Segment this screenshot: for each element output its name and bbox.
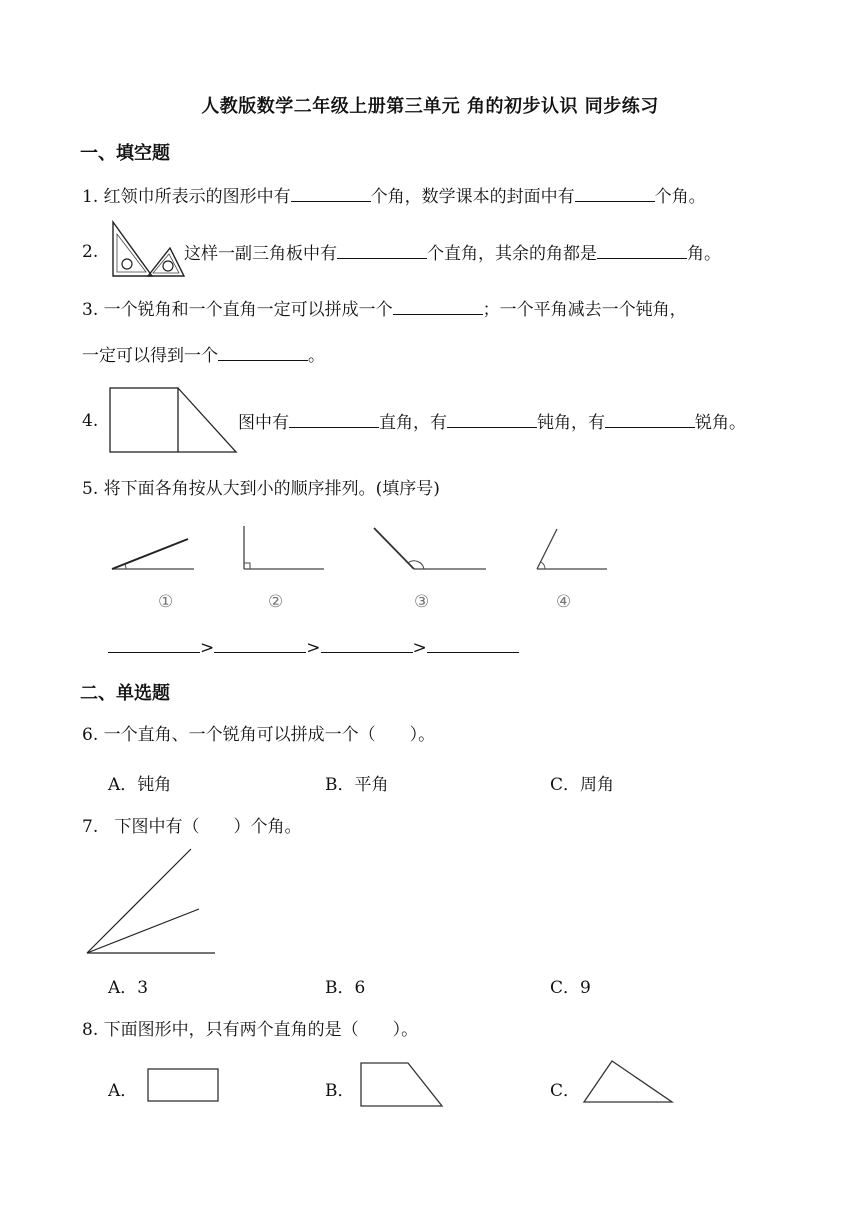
question-2-number: 2. [82,242,99,262]
question-text: 一个直角、一个锐角可以拼成一个（ ）。 [103,725,436,745]
option-a[interactable]: A． [108,1081,138,1101]
section-heading-fill: 一、填空题 [80,143,170,164]
angle-figure-1 [110,535,200,575]
question-text: 个角。 [654,187,706,207]
question-text: 下面图形中，只有两个直角的是（ ）。 [103,1020,419,1040]
question-text: 直角，有 [379,413,447,433]
question-text: 图中有 [238,413,289,433]
question-text: 钝角，有 [537,413,605,433]
question-text: 将下面各角按从大到小的顺序排列。(填序号) [103,479,440,499]
trapezoid-shape [358,1060,448,1110]
question-number: 6. [82,725,99,745]
rays-figure [85,847,220,957]
angle-label-1: ① [158,592,174,612]
answer-blank[interactable] [447,409,537,428]
answer-blank[interactable] [393,296,483,315]
question-8 [82,1018,418,1042]
question-4-number: 4. [82,411,99,431]
answer-blank[interactable] [214,634,306,653]
triangle-shape [582,1058,677,1106]
option-b[interactable]: B． [325,1081,355,1101]
angle-label-2: ② [268,592,284,612]
question-text: ；一个平角减去一个钝角， [482,300,687,320]
question-5 [82,477,440,501]
triangle-rulers-image [110,220,190,280]
order-answer-row [108,634,519,660]
question-4 [238,409,746,435]
question-text: 个直角，其余的角都是 [427,244,597,264]
option-c[interactable]: C．9 [550,978,591,998]
greater-than-sign: > [412,638,427,658]
section-heading-choice: 二、单选题 [80,683,170,704]
angle-label-4: ④ [556,592,572,612]
answer-blank[interactable] [218,342,308,361]
option-c[interactable]: C．周角 [550,775,615,795]
answer-blank[interactable] [427,634,519,653]
question-text: 锐角。 [695,413,746,433]
greater-than-sign: > [306,638,321,658]
angle-figure-4 [535,526,615,576]
question-7 [82,815,301,839]
option-b[interactable]: B．6 [325,978,366,998]
question-number: 1. [82,187,99,207]
page-title: 人教版数学二年级上册第三单元 角的初步认识 同步练习 [201,96,659,117]
question-number: 8. [82,1020,99,1040]
angle-figure-3 [370,526,490,576]
question-text: 。 [308,346,325,366]
answer-blank[interactable] [337,240,427,259]
square-triangle-figure [108,386,238,456]
question-text: 一定可以得到一个 [82,346,218,366]
question-1 [82,183,706,209]
question-6 [82,723,435,747]
option-a[interactable]: A．3 [108,978,149,998]
rectangle-shape [146,1067,221,1103]
question-number: 7. [82,817,99,837]
greater-than-sign: > [200,638,215,658]
question-3-line-1 [82,296,687,322]
answer-blank[interactable] [575,183,655,202]
answer-blank[interactable] [605,409,695,428]
question-number: 5. [82,479,99,499]
angle-figure-2 [240,524,330,574]
question-text: 个角，数学课本的封面中有 [370,187,575,207]
option-c[interactable]: C． [550,1081,581,1101]
question-text: 下图中有（ ）个角。 [114,817,302,837]
question-number: 3. [82,300,99,320]
answer-blank[interactable] [597,240,687,259]
answer-blank[interactable] [108,634,200,653]
option-b[interactable]: B．平角 [325,775,389,795]
angle-label-3: ③ [414,592,430,612]
answer-blank[interactable] [321,634,413,653]
answer-blank[interactable] [289,409,379,428]
question-text: 角。 [687,244,721,264]
answer-blank[interactable] [291,183,371,202]
question-3-line-2 [82,342,325,368]
question-text: 一个锐角和一个直角一定可以拼成一个 [103,300,393,320]
question-text: 红领巾所表示的图形中有 [103,187,291,207]
option-a[interactable]: A．钝角 [108,775,172,795]
question-2 [184,240,721,266]
question-text: 这样一副三角板中有 [184,244,337,264]
